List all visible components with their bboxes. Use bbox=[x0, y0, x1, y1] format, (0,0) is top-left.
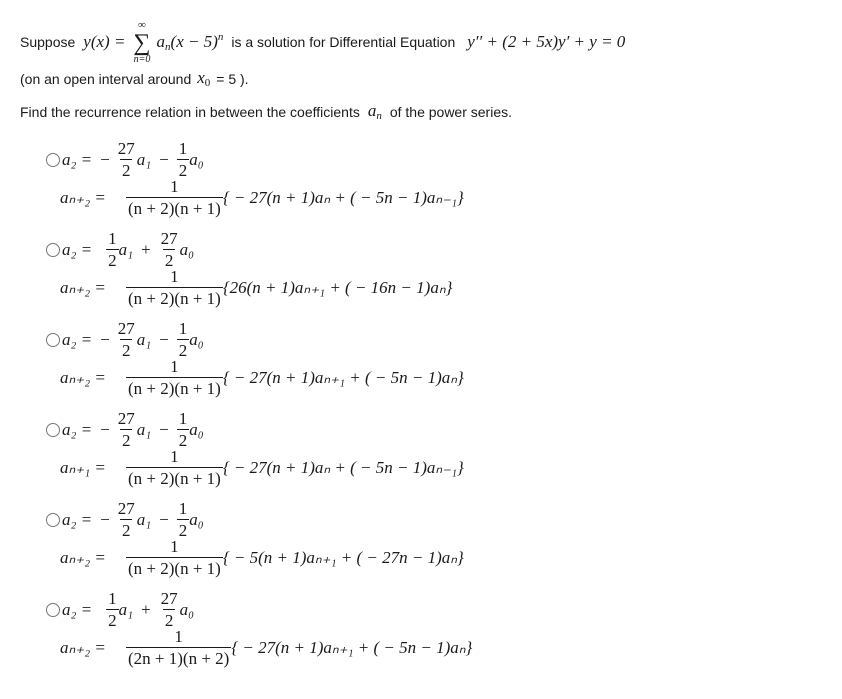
fraction-2-den: 2 bbox=[178, 521, 188, 540]
fraction-1-num: 27 bbox=[117, 139, 135, 158]
fraction-1 bbox=[116, 500, 137, 539]
a2-lhs: a₂ = bbox=[62, 239, 93, 259]
a2-sign: − bbox=[100, 329, 110, 349]
rec-body: { − 27(n + 1)aₙ₊₁ + ( − 5n − 1)aₙ} bbox=[231, 637, 473, 657]
a2-lhs: a₂ = bbox=[62, 599, 93, 619]
rec-den: (n + 2)(n + 1) bbox=[128, 289, 221, 308]
a2-expression bbox=[62, 590, 194, 629]
fraction-1-den: 2 bbox=[108, 251, 117, 270]
x0-expression: $x_0$ bbox=[197, 68, 211, 89]
fraction-1-var: a₁ bbox=[136, 419, 152, 439]
rec-fraction bbox=[126, 628, 231, 667]
fraction-1-num: 27 bbox=[117, 319, 135, 338]
radio-button[interactable] bbox=[46, 153, 60, 167]
fraction-1-den: 2 bbox=[121, 161, 131, 180]
fraction-1-den: 2 bbox=[121, 521, 131, 540]
rec-num: 1 bbox=[174, 627, 183, 646]
fraction-2-num: 1 bbox=[178, 499, 188, 518]
fraction-2-num: 27 bbox=[160, 589, 178, 608]
radio-button[interactable] bbox=[46, 513, 60, 527]
rec-num: 1 bbox=[170, 537, 179, 556]
fraction-2-num: 1 bbox=[178, 139, 188, 158]
y-of-x: y(x) = bbox=[83, 32, 126, 51]
recurrence-expression bbox=[60, 178, 464, 217]
question-line-1 bbox=[20, 18, 625, 66]
rec-den: (n + 2)(n + 1) bbox=[128, 559, 221, 578]
radio-button[interactable] bbox=[46, 423, 60, 437]
rec-body: { − 27(n + 1)aₙ + ( − 5n − 1)aₙ₋₁} bbox=[222, 457, 464, 477]
fraction-2-num: 1 bbox=[178, 319, 188, 338]
interval-text: (on an open interval around bbox=[20, 70, 192, 87]
fraction-1-num: 1 bbox=[108, 229, 117, 248]
rec-body: { − 5(n + 1)aₙ₊₁ + ( − 27n − 1)aₙ} bbox=[222, 547, 464, 567]
rec-den: (2n + 1)(n + 2) bbox=[128, 649, 230, 668]
mid-sign: + bbox=[141, 239, 151, 259]
fraction-1 bbox=[116, 140, 137, 179]
question-line-2 bbox=[20, 68, 249, 89]
fraction-2-var: a₀ bbox=[189, 149, 204, 169]
rec-den: (n + 2)(n + 1) bbox=[128, 469, 221, 488]
fraction-1-den: 2 bbox=[108, 611, 117, 630]
a2-sign: − bbox=[100, 419, 110, 439]
series-base: (x − 5) bbox=[170, 32, 218, 51]
rec-lhs: aₙ₊₂ = bbox=[60, 547, 106, 567]
rec-body: { − 27(n + 1)aₙ₊₁ + ( − 5n − 1)aₙ} bbox=[222, 367, 464, 387]
rec-lhs: aₙ₊₂ = bbox=[60, 367, 106, 387]
mid-sign: − bbox=[159, 329, 169, 349]
fraction-2-var: a₀ bbox=[189, 419, 204, 439]
mid-sign: − bbox=[159, 149, 169, 169]
a2-expression bbox=[62, 230, 194, 269]
rec-fraction bbox=[126, 178, 223, 217]
series-exponent: n bbox=[217, 31, 224, 43]
fraction-2-var: a₀ bbox=[179, 599, 195, 619]
a2-lhs: a₂ = bbox=[62, 419, 93, 439]
sum-bottom: n=0 bbox=[133, 53, 151, 65]
fraction-1 bbox=[106, 230, 119, 269]
fraction-2-den: 2 bbox=[178, 431, 188, 450]
find-text: Find the recurrence relation in between the coefficients bbox=[20, 103, 360, 120]
rec-fraction bbox=[126, 358, 223, 397]
recurrence-expression bbox=[60, 448, 464, 487]
fraction-1-var: a₁ bbox=[118, 239, 134, 259]
fraction-1-num: 27 bbox=[117, 409, 135, 428]
a2-expression bbox=[62, 500, 204, 539]
mid-sign: − bbox=[159, 509, 169, 529]
question-line-3 bbox=[20, 101, 512, 122]
fraction-2 bbox=[177, 320, 190, 359]
fraction-1-num: 27 bbox=[117, 499, 135, 518]
rec-fraction bbox=[126, 538, 223, 577]
solution-text: is a solution for Differential Equation bbox=[231, 34, 456, 50]
recurrence-expression bbox=[60, 538, 464, 577]
fraction-2 bbox=[177, 140, 190, 179]
fraction-1-var: a₁ bbox=[118, 599, 134, 619]
fraction-1 bbox=[116, 320, 137, 359]
radio-button[interactable] bbox=[46, 603, 60, 617]
fraction-2-den: 2 bbox=[178, 161, 188, 180]
x0-value: = 5 ). bbox=[216, 70, 249, 87]
recurrence-expression bbox=[60, 628, 472, 667]
a2-expression bbox=[62, 140, 204, 179]
rec-num: 1 bbox=[170, 357, 179, 376]
a2-sign: − bbox=[100, 509, 110, 529]
a2-expression bbox=[62, 410, 204, 449]
fraction-2-var: a₀ bbox=[179, 239, 195, 259]
fraction-2 bbox=[177, 410, 190, 449]
fraction-1-var: a₁ bbox=[136, 329, 152, 349]
fraction-2 bbox=[159, 230, 180, 269]
fraction-1-num: 1 bbox=[108, 589, 117, 608]
fraction-1-den: 2 bbox=[121, 341, 131, 360]
fraction-2-var: a₀ bbox=[189, 509, 204, 529]
fraction-1-var: a₁ bbox=[136, 509, 152, 529]
series-coeff: a bbox=[156, 32, 166, 51]
fraction-1-var: a₁ bbox=[136, 149, 152, 169]
fraction-2 bbox=[177, 500, 190, 539]
rec-lhs: aₙ₊₂ = bbox=[60, 277, 106, 297]
mid-sign: − bbox=[159, 419, 169, 439]
sigma-symbol: ∑ bbox=[133, 29, 151, 56]
rec-lhs: aₙ₊₁ = bbox=[60, 457, 106, 477]
rec-num: 1 bbox=[170, 177, 179, 196]
fraction-1-den: 2 bbox=[121, 431, 131, 450]
fraction-2-var: a₀ bbox=[189, 329, 204, 349]
a2-lhs: a₂ = bbox=[62, 329, 93, 349]
x0-var: x bbox=[197, 68, 205, 87]
a2-lhs: a₂ = bbox=[62, 149, 93, 169]
differential-equation: y′′ + (2 + 5x)y′ + y = 0 bbox=[467, 32, 626, 51]
rec-fraction bbox=[126, 268, 223, 307]
rec-body: { − 27(n + 1)aₙ + ( − 5n − 1)aₙ₋₁} bbox=[222, 187, 464, 207]
fraction-2-den: 2 bbox=[178, 341, 188, 360]
rec-num: 1 bbox=[170, 447, 179, 466]
recurrence-expression bbox=[60, 358, 464, 397]
series-term: $a_n(x - 5)^n$ bbox=[156, 31, 224, 53]
a2-expression bbox=[62, 320, 204, 359]
a2-lhs: a₂ = bbox=[62, 509, 93, 529]
suppose-label: Suppose bbox=[20, 34, 76, 50]
radio-button[interactable] bbox=[46, 243, 60, 257]
fraction-1 bbox=[106, 590, 119, 629]
fraction-2 bbox=[159, 590, 180, 629]
coeff-var: a bbox=[367, 101, 377, 120]
rec-den: (n + 2)(n + 1) bbox=[128, 379, 221, 398]
recurrence-expression bbox=[60, 268, 452, 307]
rec-fraction bbox=[126, 448, 223, 487]
rec-num: 1 bbox=[170, 267, 179, 286]
rec-lhs: aₙ₊₂ = bbox=[60, 187, 106, 207]
find-tail: of the power series. bbox=[389, 103, 512, 120]
sum-top: ∞ bbox=[138, 18, 146, 31]
summation bbox=[133, 20, 150, 65]
rec-lhs: aₙ₊₂ = bbox=[60, 637, 106, 657]
coeff-symbol: $a_n$ bbox=[367, 101, 382, 122]
radio-button[interactable] bbox=[46, 333, 60, 347]
fraction-2-num: 27 bbox=[160, 229, 178, 248]
a2-sign: − bbox=[100, 149, 110, 169]
fraction-2-den: 2 bbox=[164, 611, 174, 630]
rec-body: {26(n + 1)aₙ₊₁ + ( − 16n − 1)aₙ} bbox=[222, 277, 453, 297]
fraction-2-num: 1 bbox=[178, 409, 188, 428]
fraction-2-den: 2 bbox=[164, 251, 174, 270]
fraction-1 bbox=[116, 410, 137, 449]
rec-den: (n + 2)(n + 1) bbox=[128, 199, 221, 218]
mid-sign: + bbox=[141, 599, 151, 619]
